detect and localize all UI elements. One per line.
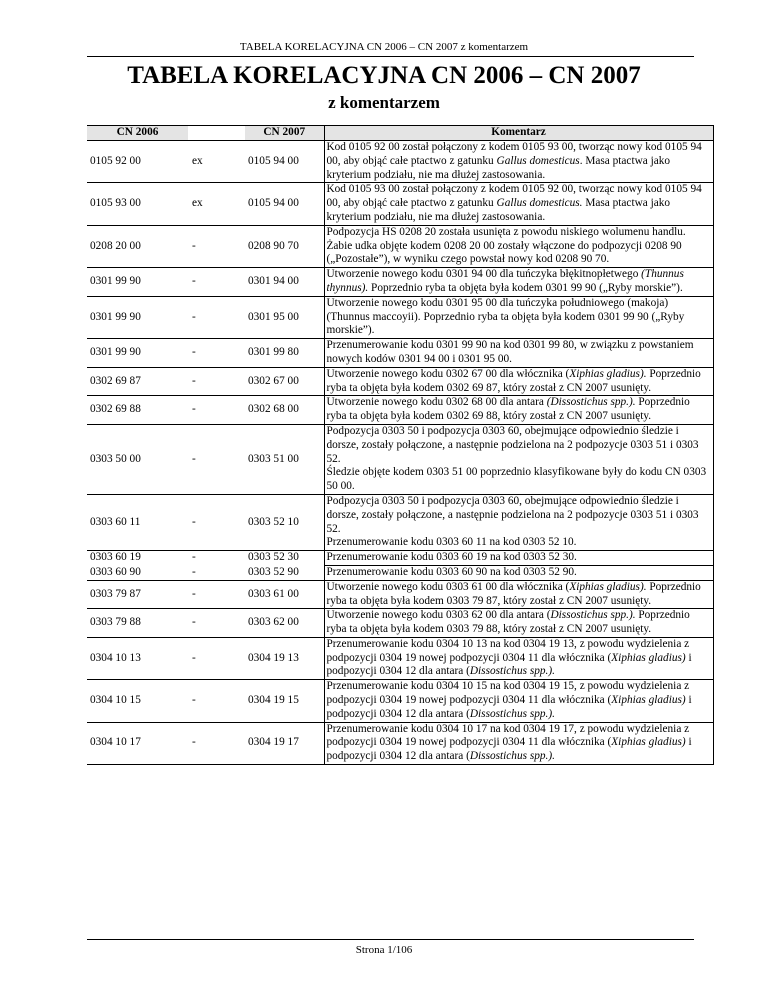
- header-gap: [188, 126, 245, 141]
- cell-mark: -: [188, 722, 245, 764]
- cell-cn2007: 0304 19 15: [245, 680, 324, 722]
- table-header-row: [87, 126, 713, 141]
- table-row: [87, 637, 713, 679]
- table-row: [87, 396, 713, 425]
- cell-mark: -: [188, 268, 245, 297]
- cell-cn2006: 0208 20 00: [87, 225, 188, 267]
- cell-comment: Podpozycja 0303 50 i podpozycja 0303 60, obejmujące odpowiednio śledzie i dorsze, zostały połączone, a następnie podzielona na 2 podpozycje 0303 51 i 0303 52. Śledzie objęte kodem 0303 51 00 poprzednio klasyfikowane były do kodu CN 0303 50 00.: [324, 424, 713, 494]
- cell-mark: -: [188, 580, 245, 609]
- cell-comment: Przenumerowanie kodu 0304 10 17 na kod 0304 19 17, z powodu wydzielenia z podpozycji 0304 19 nowej podpozycji 0304 11 dla włócznika (Xiphias gladius) i podpozycji 0304 12 dla antara (Dissostichus spp.).: [324, 722, 713, 764]
- cell-comment: Przenumerowanie kodu 0303 60 90 na kod 0303 52 90.: [324, 565, 713, 580]
- table-row: [87, 494, 713, 550]
- cell-cn2006: 0304 10 15: [87, 680, 188, 722]
- cell-cn2007: 0105 94 00: [245, 141, 324, 183]
- cell-mark: ex: [188, 183, 245, 225]
- table-row: [87, 268, 713, 297]
- cell-cn2006: 0105 92 00: [87, 141, 188, 183]
- cell-mark: -: [188, 296, 245, 338]
- footer-divider: [87, 939, 694, 940]
- cell-comment: Utworzenie nowego kodu 0302 68 00 dla antara (Dissostichus spp.). Poprzednio ryba ta objęta była kodem 0302 69 88, który został z CN 2007 usunięty.: [324, 396, 713, 425]
- table-row: [87, 580, 713, 609]
- cell-cn2007: 0301 99 80: [245, 339, 324, 368]
- cell-cn2006: 0302 69 87: [87, 367, 188, 396]
- cell-cn2006: 0301 99 90: [87, 339, 188, 368]
- cell-cn2006: 0105 93 00: [87, 183, 188, 225]
- page-subtitle: z komentarzem: [328, 93, 440, 112]
- table-row: [87, 339, 713, 368]
- cell-cn2006: 0303 60 11: [87, 494, 188, 550]
- cell-cn2007: 0303 52 30: [248, 551, 299, 564]
- running-header: TABELA KORELACYJNA CN 2006 – CN 2007 z komentarzem: [239, 41, 529, 53]
- cell-comment: Przenumerowanie kodu 0304 10 15 na kod 0304 19 15, z powodu wydzielenia z podpozycji 0304 19 nowej podpozycji 0304 11 dla włócznika (Xiphias gladius) i podpozycji 0304 12 dla antara (Dissostichus spp.).: [324, 680, 713, 722]
- table-row: [87, 296, 713, 338]
- cell-comment: Utworzenie nowego kodu 0301 95 00 dla tuńczyka południowego (makoja) (Thunnus maccoyii). Poprzednio ryba ta objęta była kodem 0301 99 90 („Ryby morskie”).: [324, 296, 713, 338]
- correlation-table: [87, 125, 714, 765]
- cell-comment: Przenumerowanie kodu 0303 60 19 na kod 0303 52 30.: [324, 551, 713, 566]
- cell-comment: Utworzenie nowego kodu 0303 61 00 dla włócznika (Xiphias gladius). Poprzednio ryba ta objęta była kodem 0303 79 87, który został z CN 2007 usunięty.: [324, 580, 713, 609]
- cell-mark: -: [188, 396, 245, 425]
- cell-mark: -: [188, 225, 245, 267]
- cell-cn2007: 0303 52 10: [245, 494, 324, 550]
- cell-comment: Przenumerowanie kodu 0301 99 90 na kod 0301 99 80, w związku z powstaniem nowych kodów 0301 94 00 i 0301 95 00.: [324, 339, 713, 368]
- cell-cn2006: 0303 50 00: [87, 424, 188, 494]
- cell-comment: Podpozycja 0303 50 i podpozycja 0303 60, obejmujące odpowiednio śledzie i dorsze, zostały połączone, a następnie podzielona na 2 podpozycje 0303 51 i 0303 52. Przenumerowanie kodu 0303 60 11 na kod 0303 52 10.: [324, 494, 713, 550]
- cell-cn2007: 0303 51 00: [245, 424, 324, 494]
- cell-comment: Kod 0105 92 00 został połączony z kodem 0105 93 00, tworząc nowy kod 0105 94 00, aby objąć całe ptactwo z gatunku Gallus domesticus. Masa ptactwa jako kryterium podziału, nie ma dłużej zastosowania.: [324, 141, 713, 183]
- header-cn2006: CN 2006: [87, 126, 188, 141]
- cell-cn2007: 0304 19 13: [245, 637, 324, 679]
- cell-cn2007: 0105 94 00: [245, 183, 324, 225]
- cell-mark: ex: [188, 141, 245, 183]
- cell-cn2006: 0304 10 17: [87, 722, 188, 764]
- cell-cn2007: 0303 52 90: [245, 565, 324, 580]
- page-number: Strona 1/106: [355, 944, 413, 956]
- table-row: [87, 565, 713, 580]
- cell-cn2007: 0303 61 00: [245, 580, 324, 609]
- cell-cn2006: 0303 79 88: [87, 609, 188, 638]
- cell-cn2006: 0301 99 90: [87, 268, 188, 297]
- cell-comment: Utworzenie nowego kodu 0301 94 00 dla tuńczyka błękitnopłetwego (Thunnus thynnus). Poprzednio ryba ta objęta była kodem 0301 99 90 („Ryby morskie”).: [324, 268, 713, 297]
- table-row: [87, 722, 713, 764]
- table-row: [87, 183, 713, 225]
- cell-mark: -: [188, 609, 245, 638]
- cell-cn2007: 0302 68 00: [245, 396, 324, 425]
- cell-cn2006: 0303 60 19: [90, 551, 141, 564]
- cell-mark: -: [188, 494, 245, 550]
- cell-comment: Kod 0105 93 00 został połączony z kodem 0105 92 00, tworząc nowy kod 0105 94 00, aby objąć całe ptactwo z gatunku Gallus domesticus. Masa ptactwa jako kryterium podziału, nie ma dłużej zastosowania.: [324, 183, 713, 225]
- cell-comment: Utworzenie nowego kodu 0303 62 00 dla antara (Dissostichus spp.). Poprzednio ryba ta objęta była kodem 0303 79 88, który został z CN 2007 usunięty.: [324, 609, 713, 638]
- cell-cn2006: 0301 99 90: [87, 296, 188, 338]
- table-row: [87, 225, 713, 267]
- table-row: [87, 609, 713, 638]
- table-row: [87, 367, 713, 396]
- cell-mark: -: [192, 551, 196, 564]
- table-body: [87, 141, 713, 765]
- table-row: [87, 680, 713, 722]
- table-row: [87, 424, 713, 494]
- table-row: [87, 141, 713, 183]
- header-divider: [87, 56, 694, 57]
- cell-mark: -: [188, 367, 245, 396]
- header-cn2007: CN 2007: [245, 126, 324, 141]
- cell-cn2007: 0303 62 00: [245, 609, 324, 638]
- cell-cn2007: 0208 90 70: [245, 225, 324, 267]
- cell-cn2007: 0304 19 17: [245, 722, 324, 764]
- header-comment: Komentarz: [324, 126, 713, 141]
- cell-comment: Podpozycja HS 0208 20 została usunięta z powodu niskiego wolumenu handlu. Żabie udka objęte kodem 0208 20 00 zostały włączone do podpozycji 0208 90 („Pozostałe”), w wyniku czego powstał nowy kod 0208 90 70.: [324, 225, 713, 267]
- cell-mark: -: [188, 424, 245, 494]
- cell-cn2007: 0301 94 00: [245, 268, 324, 297]
- cell-cn2006: 0303 60 90: [87, 565, 188, 580]
- cell-cn2007: 0302 67 00: [245, 367, 324, 396]
- cell-comment: Utworzenie nowego kodu 0302 67 00 dla włócznika (Xiphias gladius). Poprzednio ryba ta objęta była kodem 0302 69 87, który został z CN 2007 usunięty.: [324, 367, 713, 396]
- cell-cn2007: 0301 95 00: [245, 296, 324, 338]
- cell-comment: Przenumerowanie kodu 0304 10 13 na kod 0304 19 13, z powodu wydzielenia z podpozycji 0304 19 nowej podpozycji 0304 11 dla włócznika (Xiphias gladius) i podpozycji 0304 12 dla antara (Dissostichus spp.).: [324, 637, 713, 679]
- cell-cn2006: 0302 69 88: [87, 396, 188, 425]
- cell-mark: -: [188, 637, 245, 679]
- cell-mark: -: [188, 339, 245, 368]
- cell-cn2006: 0304 10 13: [87, 637, 188, 679]
- table-row: [87, 551, 713, 566]
- cell-mark: -: [188, 565, 245, 580]
- page-title: TABELA KORELACYJNA CN 2006 – CN 2007: [127, 62, 641, 89]
- cell-mark: -: [188, 680, 245, 722]
- cell-cn2006: 0303 79 87: [87, 580, 188, 609]
